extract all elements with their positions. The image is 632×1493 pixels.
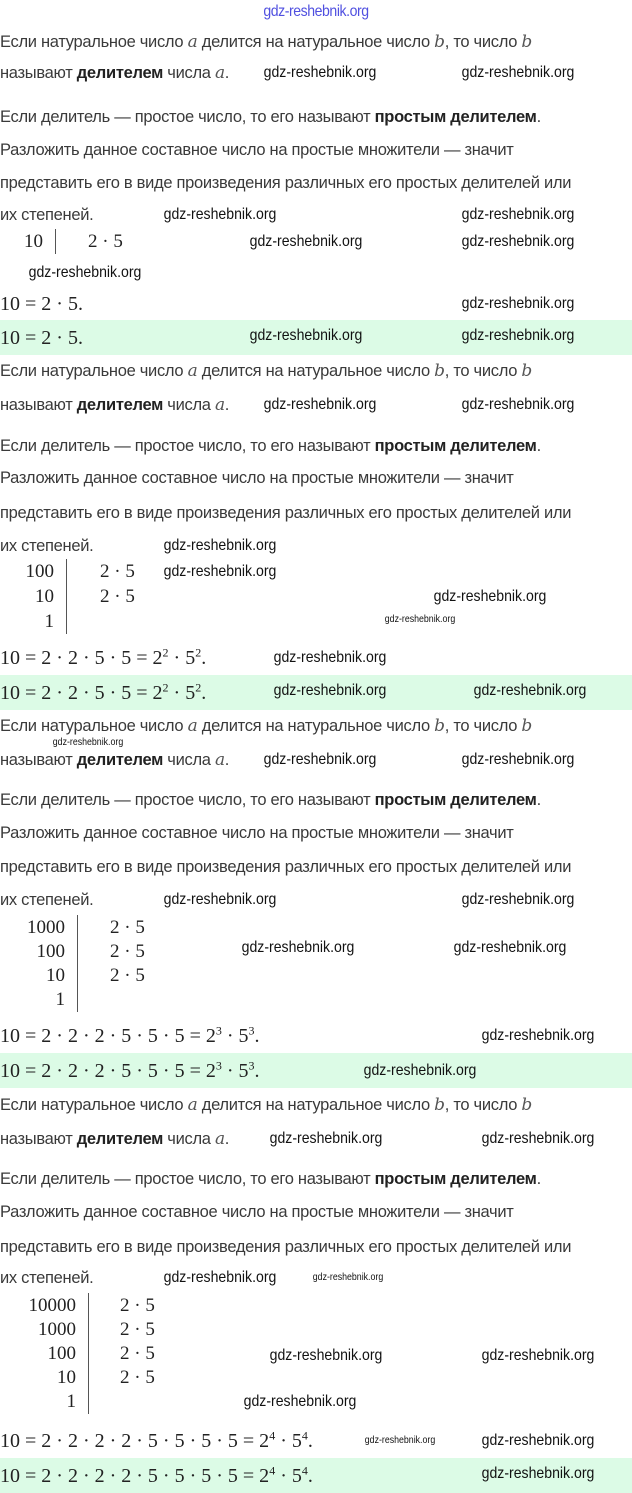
watermark: gdz-reshebnik.org bbox=[249, 233, 363, 250]
watermark: gdz-reshebnik.org bbox=[433, 588, 547, 605]
definition-line: Разложить данное составное число на простые множители — значит bbox=[0, 1203, 514, 1221]
result-base: 10 = 2 · 2 · 5 · 5 = 2 bbox=[0, 647, 163, 669]
text-fragment: делителем bbox=[76, 396, 164, 414]
factor-table-number: 10 bbox=[57, 1367, 76, 1388]
text-fragment: делителем bbox=[76, 1130, 164, 1148]
text-fragment: Если делитель — простое число, то его называют bbox=[0, 437, 375, 455]
factor-table-number: 10 bbox=[46, 965, 65, 986]
definition-line bbox=[0, 107, 541, 127]
text-fragment: делится на натуральное число bbox=[197, 1096, 435, 1114]
watermark: gdz-reshebnik.org bbox=[52, 737, 124, 748]
definition-line: представить его в виде произведения различных его простых делителей или bbox=[0, 174, 572, 192]
text-fragment: Если делитель — простое число, то его называют bbox=[0, 791, 375, 809]
watermark: gdz-reshebnik.org bbox=[453, 939, 567, 956]
definition-line bbox=[0, 1095, 532, 1115]
result-base: 10 = 2 · 2 · 2 · 5 · 5 · 5 = 2 bbox=[0, 1059, 216, 1082]
text-fragment: делителем bbox=[76, 64, 164, 82]
watermark: gdz-reshebnik.org bbox=[263, 3, 369, 20]
text-fragment: . bbox=[224, 1130, 230, 1148]
result-exponent: 2 bbox=[162, 679, 169, 694]
text-fragment: простым делителем bbox=[374, 1170, 537, 1188]
text-fragment: числа bbox=[163, 64, 215, 82]
factor-table-number: 1 bbox=[44, 611, 54, 632]
watermark: gdz-reshebnik.org bbox=[461, 891, 575, 908]
result-end: . bbox=[254, 1059, 260, 1082]
result-line bbox=[0, 1025, 260, 1047]
text-fragment: делится на натуральное число bbox=[197, 33, 435, 51]
text-fragment: делится на натуральное число bbox=[197, 362, 435, 380]
definition-line: Разложить данное составное число на простые множители — значит bbox=[0, 824, 514, 842]
watermark: gdz-reshebnik.org bbox=[461, 295, 575, 312]
watermark: gdz-reshebnik.org bbox=[163, 1269, 277, 1286]
math-variable: b bbox=[434, 361, 445, 381]
factor-table-factors: 2 · 5 bbox=[100, 561, 135, 582]
factor-table-factors: 2 · 5 bbox=[120, 1295, 155, 1316]
result-middle: · 5 bbox=[221, 1025, 249, 1047]
text-fragment: называют bbox=[0, 751, 77, 769]
watermark: gdz-reshebnik.org bbox=[263, 64, 377, 81]
factor-table-divider bbox=[77, 915, 78, 1012]
factor-table-factors: 2 · 5 bbox=[110, 965, 145, 986]
math-variable: b bbox=[521, 32, 532, 52]
watermark: gdz-reshebnik.org bbox=[461, 64, 575, 81]
watermark: gdz-reshebnik.org bbox=[273, 682, 387, 699]
factor-table-number: 100 bbox=[47, 1343, 76, 1364]
result-end: . bbox=[77, 326, 83, 349]
factor-table-number: 10000 bbox=[28, 1295, 76, 1316]
math-variable: a bbox=[187, 32, 198, 52]
result-base: 10 = 2 · 5 bbox=[0, 293, 78, 315]
factor-table-number: 1000 bbox=[27, 917, 65, 938]
watermark: gdz-reshebnik.org bbox=[461, 233, 575, 250]
text-fragment: . bbox=[536, 108, 541, 126]
math-variable: a bbox=[214, 63, 225, 83]
definition-line bbox=[0, 1129, 229, 1149]
watermark: gdz-reshebnik.org bbox=[461, 396, 575, 413]
watermark: gdz-reshebnik.org bbox=[384, 614, 456, 625]
watermark: gdz-reshebnik.org bbox=[364, 1435, 436, 1446]
result-end: . bbox=[307, 1464, 313, 1487]
answer-line bbox=[0, 1057, 260, 1082]
watermark: gdz-reshebnik.org bbox=[241, 939, 355, 956]
definition-line: их степеней. bbox=[0, 206, 94, 224]
watermark: gdz-reshebnik.org bbox=[28, 264, 142, 281]
result-base: 10 = 2 · 2 · 5 · 5 = 2 bbox=[0, 681, 163, 704]
text-fragment: , то число bbox=[444, 362, 522, 380]
result-exponent: 4 bbox=[301, 1428, 308, 1443]
result-middle: · 5 bbox=[275, 1464, 302, 1487]
factor-table-number: 1 bbox=[55, 989, 65, 1010]
factor-table-number: 10 bbox=[35, 586, 54, 607]
result-exponent: 3 bbox=[215, 1023, 222, 1038]
text-fragment: , то число bbox=[444, 1096, 522, 1114]
result-base: 10 = 2 · 5 bbox=[0, 326, 78, 349]
factor-table-factors: 2 · 5 bbox=[120, 1343, 155, 1364]
watermark: gdz-reshebnik.org bbox=[269, 1130, 383, 1147]
math-variable: b bbox=[434, 32, 445, 52]
factor-table-factors: 2 · 5 bbox=[100, 586, 135, 607]
result-end: . bbox=[77, 293, 83, 315]
definition-line bbox=[0, 395, 229, 415]
watermark: gdz-reshebnik.org bbox=[249, 327, 363, 344]
text-fragment: . bbox=[536, 791, 541, 809]
result-base: 10 = 2 · 2 · 2 · 2 · 5 · 5 · 5 · 5 = 2 bbox=[0, 1464, 270, 1487]
result-exponent: 4 bbox=[269, 1462, 276, 1477]
text-fragment: Если делитель — простое число, то его называют bbox=[0, 1170, 375, 1188]
watermark: gdz-reshebnik.org bbox=[481, 1465, 595, 1482]
text-fragment: числа bbox=[163, 751, 215, 769]
math-variable: a bbox=[214, 395, 225, 415]
math-variable: a bbox=[214, 1129, 225, 1149]
definition-line: Разложить данное составное число на простые множители — значит bbox=[0, 469, 514, 487]
text-fragment: . bbox=[536, 437, 541, 455]
text-fragment: называют bbox=[0, 1130, 77, 1148]
watermark: gdz-reshebnik.org bbox=[312, 1272, 384, 1283]
text-fragment: делителем bbox=[76, 751, 164, 769]
result-end: . bbox=[307, 1430, 313, 1452]
watermark: gdz-reshebnik.org bbox=[481, 1347, 595, 1364]
text-fragment: простым делителем bbox=[374, 437, 537, 455]
math-variable: a bbox=[187, 716, 198, 736]
result-exponent: 2 bbox=[195, 679, 202, 694]
math-variable: b bbox=[521, 1095, 532, 1115]
factor-table-number: 1 bbox=[66, 1391, 76, 1412]
watermark: gdz-reshebnik.org bbox=[461, 327, 575, 344]
definition-line bbox=[0, 436, 541, 456]
factor-table-number: 100 bbox=[36, 941, 65, 962]
watermark: gdz-reshebnik.org bbox=[243, 1393, 357, 1410]
factor-table-number: 1000 bbox=[38, 1319, 76, 1340]
factor-table-factors: 2 · 5 bbox=[120, 1319, 155, 1340]
math-variable: b bbox=[521, 716, 532, 736]
text-fragment: Если натуральное число bbox=[0, 717, 188, 735]
text-fragment: Если натуральное число bbox=[0, 33, 188, 51]
watermark: gdz-reshebnik.org bbox=[461, 206, 575, 223]
watermark: gdz-reshebnik.org bbox=[481, 1130, 595, 1147]
factor-table-factors: 2 · 5 bbox=[110, 917, 145, 938]
math-variable: b bbox=[434, 716, 445, 736]
watermark: gdz-reshebnik.org bbox=[273, 649, 387, 666]
text-fragment: числа bbox=[163, 396, 215, 414]
factor-table-factors: 2 · 5 bbox=[88, 231, 123, 252]
result-exponent: 3 bbox=[248, 1057, 255, 1072]
result-end: . bbox=[201, 647, 207, 669]
answer-line bbox=[0, 327, 83, 349]
math-variable: a bbox=[187, 361, 198, 381]
text-fragment: . bbox=[224, 396, 230, 414]
factor-table-divider bbox=[88, 1293, 89, 1414]
factor-table-divider bbox=[55, 229, 56, 254]
math-variable: b bbox=[521, 361, 532, 381]
definition-line bbox=[0, 750, 229, 770]
watermark: gdz-reshebnik.org bbox=[363, 1062, 477, 1079]
watermark: gdz-reshebnik.org bbox=[163, 537, 277, 554]
result-exponent: 2 bbox=[195, 645, 202, 660]
result-end: . bbox=[254, 1025, 260, 1047]
watermark: gdz-reshebnik.org bbox=[163, 563, 277, 580]
factor-table-divider bbox=[66, 559, 67, 634]
text-fragment: числа bbox=[163, 1130, 215, 1148]
text-fragment: называют bbox=[0, 396, 77, 414]
answer-line bbox=[0, 679, 207, 704]
text-fragment: Если делитель — простое число, то его называют bbox=[0, 108, 375, 126]
text-fragment: . bbox=[536, 1170, 541, 1188]
result-middle: · 5 bbox=[168, 681, 196, 704]
result-exponent: 3 bbox=[215, 1057, 222, 1072]
result-line bbox=[0, 647, 206, 669]
math-variable: b bbox=[434, 1095, 445, 1115]
watermark: gdz-reshebnik.org bbox=[473, 682, 587, 699]
watermark: gdz-reshebnik.org bbox=[163, 891, 277, 908]
watermark: gdz-reshebnik.org bbox=[263, 396, 377, 413]
result-middle: · 5 bbox=[221, 1059, 249, 1082]
definition-line bbox=[0, 32, 532, 52]
factor-table-number: 100 bbox=[25, 561, 54, 582]
definition-line bbox=[0, 716, 532, 736]
result-exponent: 3 bbox=[248, 1023, 255, 1038]
text-fragment: делится на натуральное число bbox=[197, 717, 435, 735]
definition-line bbox=[0, 361, 532, 381]
text-fragment: , то число bbox=[444, 33, 522, 51]
factor-table-factors: 2 · 5 bbox=[120, 1367, 155, 1388]
answer-line bbox=[0, 1462, 313, 1487]
definition-line: представить его в виде произведения различных его простых делителей или bbox=[0, 504, 572, 522]
result-exponent: 4 bbox=[269, 1428, 276, 1443]
text-fragment: . bbox=[224, 751, 230, 769]
text-fragment: простым делителем bbox=[374, 791, 537, 809]
result-middle: · 5 bbox=[275, 1430, 302, 1452]
factor-table-number: 10 bbox=[24, 231, 43, 252]
watermark: gdz-reshebnik.org bbox=[269, 1347, 383, 1364]
definition-line: их степеней. bbox=[0, 537, 94, 555]
math-variable: a bbox=[187, 1095, 198, 1115]
text-fragment: . bbox=[224, 64, 230, 82]
definition-line bbox=[0, 790, 541, 810]
definition-line bbox=[0, 1169, 541, 1189]
definition-line: их степеней. bbox=[0, 891, 94, 909]
watermark: gdz-reshebnik.org bbox=[481, 1432, 595, 1449]
definition-line: Разложить данное составное число на простые множители — значит bbox=[0, 141, 514, 159]
text-fragment: Если натуральное число bbox=[0, 362, 188, 380]
watermark: gdz-reshebnik.org bbox=[461, 751, 575, 768]
definition-line: представить его в виде произведения различных его простых делителей или bbox=[0, 1238, 572, 1256]
definition-line: их степеней. bbox=[0, 1269, 94, 1287]
result-line bbox=[0, 1430, 313, 1452]
text-fragment: простым делителем bbox=[374, 108, 537, 126]
watermark: gdz-reshebnik.org bbox=[163, 206, 277, 223]
math-variable: a bbox=[214, 750, 225, 770]
result-exponent: 4 bbox=[301, 1462, 308, 1477]
definition-line: представить его в виде произведения различных его простых делителей или bbox=[0, 858, 572, 876]
factor-table-factors: 2 · 5 bbox=[110, 941, 145, 962]
text-fragment: называют bbox=[0, 64, 77, 82]
definition-line bbox=[0, 63, 229, 83]
result-exponent: 2 bbox=[162, 645, 169, 660]
result-base: 10 = 2 · 2 · 2 · 2 · 5 · 5 · 5 · 5 = 2 bbox=[0, 1430, 270, 1452]
text-fragment: Если натуральное число bbox=[0, 1096, 188, 1114]
text-fragment: , то число bbox=[444, 717, 522, 735]
result-end: . bbox=[201, 681, 207, 704]
result-line bbox=[0, 293, 83, 315]
watermark: gdz-reshebnik.org bbox=[263, 751, 377, 768]
watermark: gdz-reshebnik.org bbox=[481, 1027, 595, 1044]
result-middle: · 5 bbox=[168, 647, 196, 669]
result-base: 10 = 2 · 2 · 2 · 5 · 5 · 5 = 2 bbox=[0, 1025, 216, 1047]
